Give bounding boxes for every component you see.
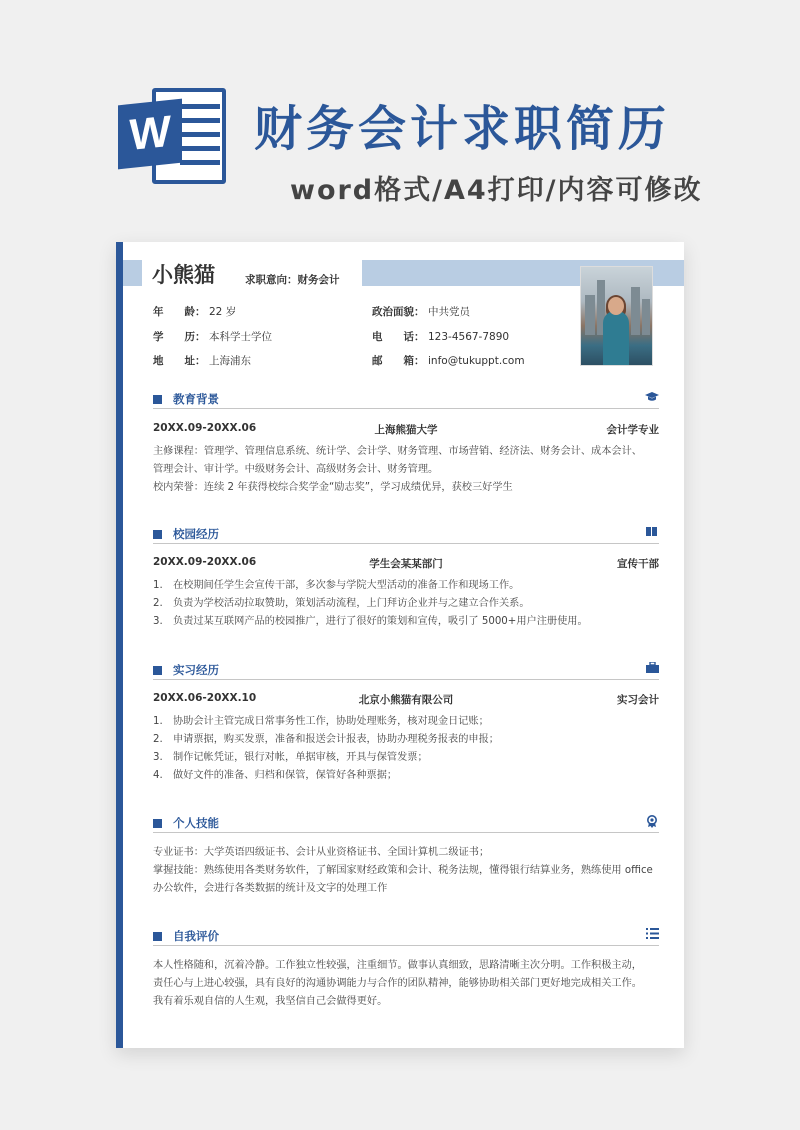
list-item: 3. 制作记帐凭证，银行对帐，单据审核，开具与保管发票； [153, 752, 428, 763]
education-row: 20XX.09-20XX.06 上海熊猫大学 会计学专业 [153, 422, 659, 436]
section-self-evaluation [153, 928, 659, 948]
skills-details: 专业证书：大学英语四级证书、会计从业资格证书、全国计算机二级证书； 掌握技能：熟练使用各类财务软件，了解国家财经政策和会计、税务法规，懂得银行结算业务，熟练使用 office 办公软件，会进行各类数据的统计及文字的处理工作 [153, 847, 653, 894]
section-title: 教育背景 [173, 392, 219, 406]
info-education: 学 历： 本科学士学位 [153, 331, 272, 343]
graduation-cap-icon [645, 391, 659, 405]
profile-photo [580, 266, 653, 366]
campus-row: 20XX.09-20XX.06 学生会某某部门 宣传干部 [153, 556, 659, 570]
section-education [153, 391, 659, 411]
section-title: 个人技能 [173, 816, 219, 830]
resume-page [116, 242, 684, 1048]
list-item: 2. 申请票据，购买发票，准备和报送会计报表，协助办理税务报表的申报； [153, 734, 499, 745]
word-icon [118, 84, 226, 186]
intern-list [153, 713, 663, 785]
award-icon [645, 815, 659, 829]
book-icon [645, 526, 659, 540]
section-skills [153, 815, 659, 835]
section-intern [153, 662, 659, 682]
list-icon [645, 928, 659, 942]
info-address: 地 址： 上海浦东 [153, 355, 251, 367]
section-title: 自我评价 [173, 929, 219, 943]
education-details: 主修课程：管理学、管理信息系统、统计学、会计学、财务管理、市场营销、经济法、财务会计、成本会计、 管理会计、审计学。中级财务会计、高级财务会计、财务管理。 校内荣誉：连续 2 年获得校综合奖学金“励志奖”，学习成绩优异，获校三好学生 [153, 446, 642, 493]
info-politics: 政治面貌： 中共党员 [372, 306, 470, 318]
list-item: 1. 在校期间任学生会宣传干部，多次参与学院大型活动的准备工作和现场工作。 [153, 580, 520, 591]
briefcase-icon [645, 662, 659, 676]
section-title: 校园经历 [173, 527, 219, 541]
list-item: 2. 负责为学校活动拉取赞助，策划活动流程，上门拜访企业并与之建立合作关系。 [153, 598, 530, 609]
list-item: 1. 协助会计主管完成日常事务性工作，协助处理账务，核对现金日记账； [153, 716, 489, 727]
section-title: 实习经历 [173, 663, 219, 677]
word-badge: W [118, 99, 182, 170]
list-item: 3. 负责过某互联网产品的校园推广，进行了很好的策划和宣传，吸引了 5000+用户注册使用。 [153, 616, 588, 627]
job-intent: 求职意向：财务会计 [245, 274, 340, 286]
self-evaluation-details: 本人性格随和，沉着冷静。工作独立性较强，注重细节。做事认真细致，思路清晰主次分明。工作积极主动， 责任心与上进心较强，具有良好的沟通协调能力与合作的团队精神，能够协助相关部门更好地完成相关工作。 我有着乐观自信的人生观，我坚信自己会做得更好。 [153, 960, 642, 1007]
banner-title: 财务会计求职简历 [254, 101, 671, 157]
info-age: 年 龄： 22 岁 [153, 306, 237, 318]
banner-subtitle: word格式/A4打印/内容可修改 [290, 175, 703, 206]
campus-list [153, 577, 663, 631]
list-item: 4. 做好文件的准备、归档和保管，保管好各种票据； [153, 770, 398, 781]
section-campus [153, 526, 659, 546]
intern-row: 20XX.06-20XX.10 北京小熊猫有限公司 实习会计 [153, 692, 659, 706]
candidate-name: 小熊猫 [152, 263, 215, 287]
info-phone: 电 话： 123-4567-7890 [372, 331, 510, 343]
info-email: 邮 箱： info@tukuppt.com [372, 355, 525, 367]
